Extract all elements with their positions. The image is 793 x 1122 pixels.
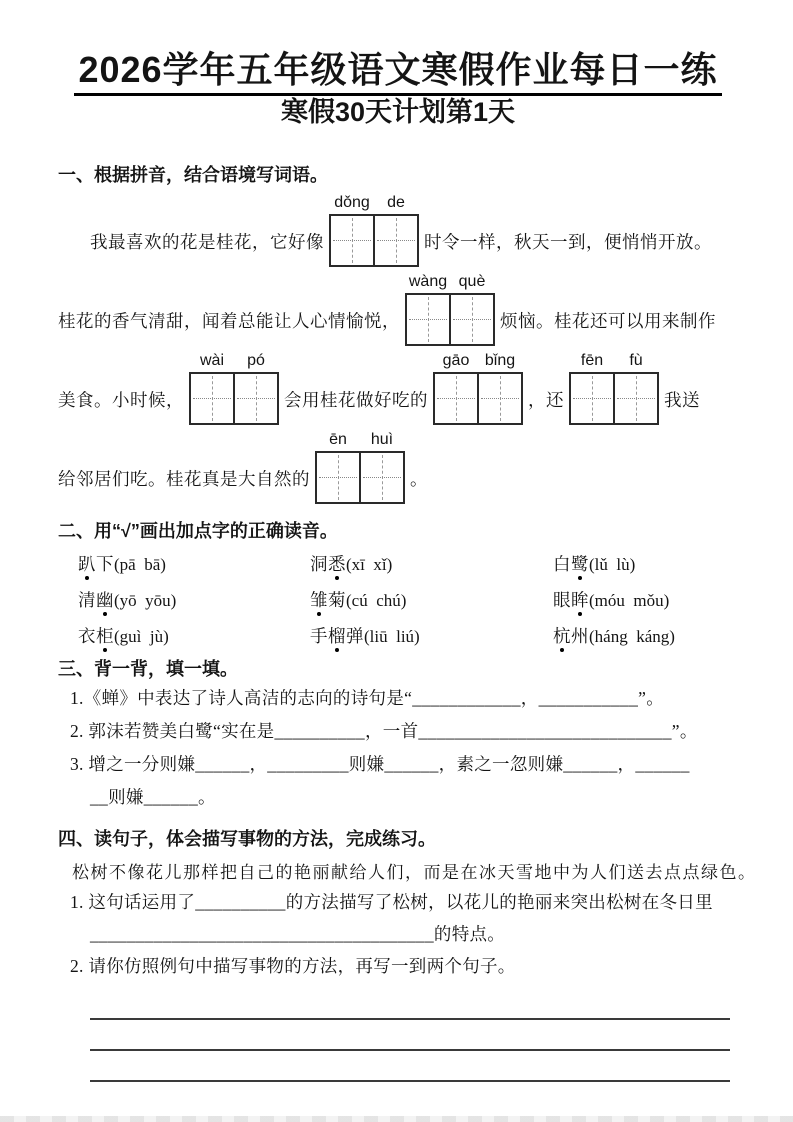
word-text: 州 xyxy=(571,626,589,647)
pron-item-liu xyxy=(310,623,553,648)
page-title: 2026学年五年级语文寒假作业每日一练 xyxy=(74,50,721,96)
dotted-char: 杭 xyxy=(553,623,571,648)
pinyin-options: (liū liú) xyxy=(364,627,420,647)
character-cell xyxy=(235,374,277,423)
character-cells xyxy=(433,372,523,425)
pinyin-syllable: què xyxy=(458,272,486,290)
section3-heading: 三、背一背，填一填。 xyxy=(58,659,238,680)
writing-box-dongde xyxy=(329,192,419,267)
writing-box-fenfu xyxy=(569,350,659,425)
character-cell xyxy=(571,374,615,423)
character-cell xyxy=(361,453,403,502)
word-text: 弹 xyxy=(346,626,364,647)
pinyin-syllable: pó xyxy=(247,351,265,369)
word-text: 手 xyxy=(310,626,328,647)
writing-box-waipo xyxy=(189,350,279,425)
question-1-line1: 1. 这句话运用了__________的方法描写了松树，以花儿的艳丽来突出松树在冬日里 xyxy=(70,892,713,913)
pinyin-label xyxy=(434,350,522,372)
page-bottom-cutoff xyxy=(0,1116,793,1122)
pinyin-label xyxy=(316,429,404,451)
pinyin-syllable: de xyxy=(387,193,405,211)
recite-item-2: 2. 郭沫若赞美白鹭“实在是__________，一首____________________________”。 xyxy=(70,720,698,741)
pinyin-syllable: fù xyxy=(629,351,643,369)
sentence-text: 时令一样，秋天一到，便悄悄开放。 xyxy=(424,231,712,252)
sentence-text: 美食。小时候， xyxy=(58,389,184,410)
writing-box-wangque xyxy=(405,271,495,346)
character-cells xyxy=(405,293,495,346)
sentence-text: 我最喜欢的花是桂花，它好像 xyxy=(90,231,324,252)
section1-heading: 一、根据拼音，结合语境写词语。 xyxy=(58,165,328,186)
pinyin-fill-line-4 xyxy=(58,429,738,504)
character-cell xyxy=(331,216,375,265)
character-cell xyxy=(435,374,479,423)
pron-item-mou xyxy=(553,587,738,612)
sentence-text: 我送 xyxy=(664,389,700,410)
pinyin-syllable: bǐng xyxy=(484,351,516,369)
recite-item-3-line1: 3. 增之一分则嫌______，_________则嫌______，素之一忽则嫌______，______ xyxy=(70,753,690,774)
character-cell xyxy=(615,374,657,423)
pinyin-options: (xī xǐ) xyxy=(346,555,393,575)
word-text: 眼 xyxy=(553,590,571,611)
pinyin-fill-line-3 xyxy=(58,350,738,425)
section4-heading: 四、读句子，体会描写事物的方法，完成练习。 xyxy=(58,828,436,849)
answer-line-3 xyxy=(90,1080,730,1082)
character-cells xyxy=(189,372,279,425)
character-cells xyxy=(329,214,419,267)
character-cell xyxy=(451,295,493,344)
recite-item-1: 1.《蝉》中表达了诗人高洁的志向的诗句是“____________，___________”。 xyxy=(70,687,665,708)
pinyin-label xyxy=(190,350,278,372)
pron-item-chu xyxy=(310,587,553,612)
character-cells xyxy=(569,372,659,425)
pinyin-syllable: dǒng xyxy=(334,193,370,211)
dotted-char: 幽 xyxy=(96,587,114,612)
example-sentence: 松树不像花儿那样把自己的艳丽献给人们，而是在冰天雪地中为人们送去点点绿色。 xyxy=(72,862,757,882)
pinyin-options: (lǔ lù) xyxy=(589,555,636,575)
sentence-text: 给邻居们吃。桂花真是大自然的 xyxy=(58,468,310,489)
recite-item-3-line2: __则嫌______。 xyxy=(90,786,216,807)
sentence-text: 烦恼。桂花还可以用来制作 xyxy=(500,310,716,331)
word-text: 清 xyxy=(78,590,96,611)
dotted-char: 趴 xyxy=(78,551,96,576)
question-1-line2: ______________________________________的特点。 xyxy=(90,924,506,945)
word-text: 白 xyxy=(553,554,571,575)
character-cell xyxy=(191,374,235,423)
pinyin-options: (pā bā) xyxy=(114,555,166,575)
pinyin-syllable: gāo xyxy=(442,351,470,369)
page-subtitle: 寒假30天计划第1天 xyxy=(280,97,516,128)
pronunciation-grid xyxy=(58,551,738,648)
pinyin-options: (móu mǒu) xyxy=(589,591,670,611)
header xyxy=(58,50,738,96)
writing-box-gaobing xyxy=(433,350,523,425)
pinyin-label xyxy=(406,271,494,293)
answer-line-1 xyxy=(90,1018,730,1020)
word-text: 菊 xyxy=(328,590,346,611)
word-text: 洞 xyxy=(310,554,328,575)
writing-box-enhui xyxy=(315,429,405,504)
pinyin-fill-line-2 xyxy=(58,271,738,346)
sentence-text: 。 xyxy=(410,468,428,489)
word-text: 衣 xyxy=(78,626,96,647)
sentence-text: 会用桂花做好吃的 xyxy=(284,389,428,410)
character-cell xyxy=(407,295,451,344)
dotted-char: 榴 xyxy=(328,623,346,648)
pron-item-gui xyxy=(78,623,310,648)
pinyin-syllable: wài xyxy=(199,351,224,369)
pinyin-syllable: huì xyxy=(370,430,394,448)
character-cell xyxy=(317,453,361,502)
word-text: 下 xyxy=(96,554,114,575)
pinyin-label xyxy=(330,192,418,214)
dotted-char: 鹭 xyxy=(571,551,589,576)
section2-heading: 二、用“√”画出加点字的正确读音。 xyxy=(58,520,338,541)
pinyin-options: (yō yōu) xyxy=(114,591,177,611)
pinyin-syllable: fēn xyxy=(580,351,604,369)
pron-item-lu xyxy=(553,551,738,576)
character-cell xyxy=(479,374,521,423)
sentence-text: 桂花的香气清甜，闻着总能让人心情愉悦， xyxy=(58,310,400,331)
pinyin-options: (guì jù) xyxy=(114,627,169,647)
pron-item-hang xyxy=(553,623,738,648)
pinyin-label xyxy=(570,350,658,372)
pron-item-xi xyxy=(310,551,553,576)
pinyin-syllable: ēn xyxy=(329,430,347,448)
pinyin-syllable: wàng xyxy=(408,272,448,290)
pinyin-fill-line-1 xyxy=(58,192,738,267)
dotted-char: 柜 xyxy=(96,623,114,648)
question-2: 2. 请你仿照例句中描写事物的方法，再写一到两个句子。 xyxy=(70,956,516,977)
character-cells xyxy=(315,451,405,504)
dotted-char: 悉 xyxy=(328,551,346,576)
dotted-char: 雏 xyxy=(310,587,328,612)
pron-item-you xyxy=(78,587,310,612)
pron-item-pa xyxy=(78,551,310,576)
answer-line-2 xyxy=(90,1049,730,1051)
pinyin-options: (háng káng) xyxy=(589,627,675,647)
character-cell xyxy=(375,216,417,265)
sentence-text: ，还 xyxy=(528,389,564,410)
dotted-char: 眸 xyxy=(571,587,589,612)
pinyin-options: (cú chú) xyxy=(346,591,407,611)
